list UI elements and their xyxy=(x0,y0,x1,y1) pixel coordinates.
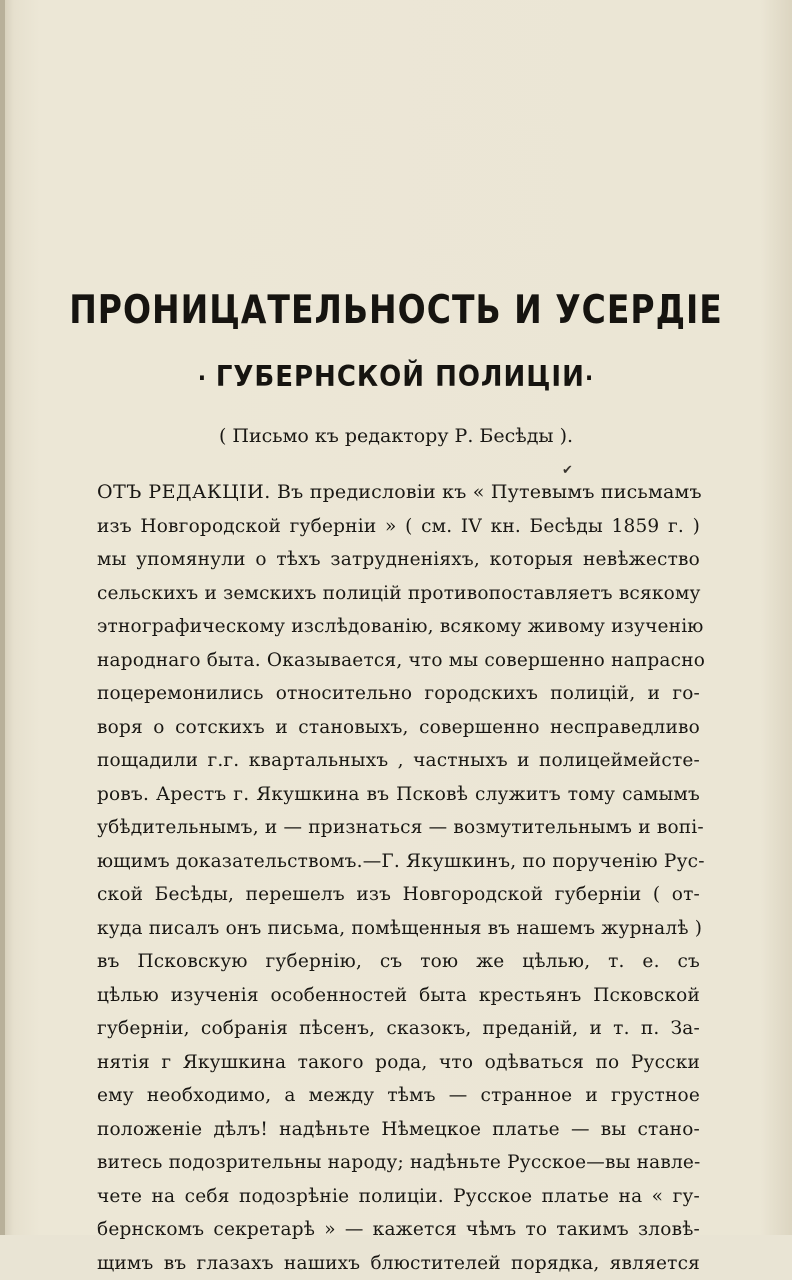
body-line: ОТЪ РЕДАКЦІИ. Въ предисловіи къ « Путевымъ письмамъ xyxy=(97,476,700,510)
body-line: мы упомянули о тѣхъ затрудненіяхъ, которыя невѣжество xyxy=(97,543,700,577)
body-line: ской Бесѣды, перешелъ изъ Новгородской губерніи ( от- xyxy=(97,878,700,912)
body-line: куда писалъ онъ письма, помѣщенныя въ нашемъ журналѣ ) xyxy=(97,912,700,946)
article-title: ПРОНИЦАТЕЛЬНОСТЬ И УСЕРДІЕ xyxy=(0,286,792,332)
article-subtitle: · ГУБЕРНСКОЙ ПОЛИЦІИ· xyxy=(0,361,792,394)
editorial-lead: ОТЪ РЕДАКЦІИ. xyxy=(97,481,271,503)
body-line: въ Псковскую губернію, съ тою же цѣлью, т. е. съ xyxy=(97,945,700,979)
body-line: пощадили г.г. квартальныхъ , частныхъ и полицеймейсте- xyxy=(97,744,700,778)
body-line: нятія г Якушкина такого рода, что одѣваться по Русски xyxy=(97,1046,700,1080)
book-spine-edge xyxy=(0,0,5,1235)
editor-note: ( Письмо къ редактору Р. Бесѣды ). xyxy=(0,425,792,447)
body-line: ему необходимо, а между тѣмъ — странное и грустное xyxy=(97,1079,700,1113)
ornament-mark-icon: ✔ xyxy=(562,463,573,478)
body-line: народнаго быта. Оказывается, что мы совершенно напрасно xyxy=(97,644,700,678)
body-line: бернскомъ секретарѣ » — кажется чѣмъ то такимъ зловѣ- xyxy=(97,1213,700,1247)
body-line: изъ Новгородской губерніи » ( см. IV кн. Бесѣды 1859 г. ) xyxy=(97,510,700,544)
body-line: ющимъ доказательствомъ.—Г. Якушкинъ, по порученію Рус- xyxy=(97,845,700,879)
body-line: ровъ. Арестъ г. Якушкина въ Псковѣ служитъ тому самымъ xyxy=(97,778,700,812)
body-line: убѣдительнымъ, и — признаться — возмутительнымъ и вопі- xyxy=(97,811,700,845)
article-subtitle-text: ГУБЕРНСКОЙ ПОЛИЦІИ xyxy=(216,361,585,394)
body-line: положеніе дѣлъ! надѣньте Нѣмецкое платье — вы стано- xyxy=(97,1113,700,1147)
body-line: цѣлью изученія особенностей быта крестьянъ Псковской xyxy=(97,979,700,1013)
article-body xyxy=(97,476,700,1280)
body-line: витесь подозрительны народу; надѣньте Русское—вы навле- xyxy=(97,1146,700,1180)
body-line: губерніи, собранія пѣсенъ, сказокъ, преданій, и т. п. За- xyxy=(97,1012,700,1046)
body-line: воря о сотскихъ и становыхъ, совершенно несправедливо xyxy=(97,711,700,745)
body-line: щимъ въ глазахъ нашихъ блюстителей порядка, является xyxy=(97,1247,700,1280)
body-line: чете на себя подозрѣніе полиціи. Русское платье на « гу- xyxy=(97,1180,700,1214)
body-line: этнографическому изслѣдованію, всякому живому изученію xyxy=(97,610,700,644)
body-line: поцеремонились относительно городскихъ полицій, и го- xyxy=(97,677,700,711)
body-line: сельскихъ и земскихъ полицій противопоставляетъ всякому xyxy=(97,577,700,611)
